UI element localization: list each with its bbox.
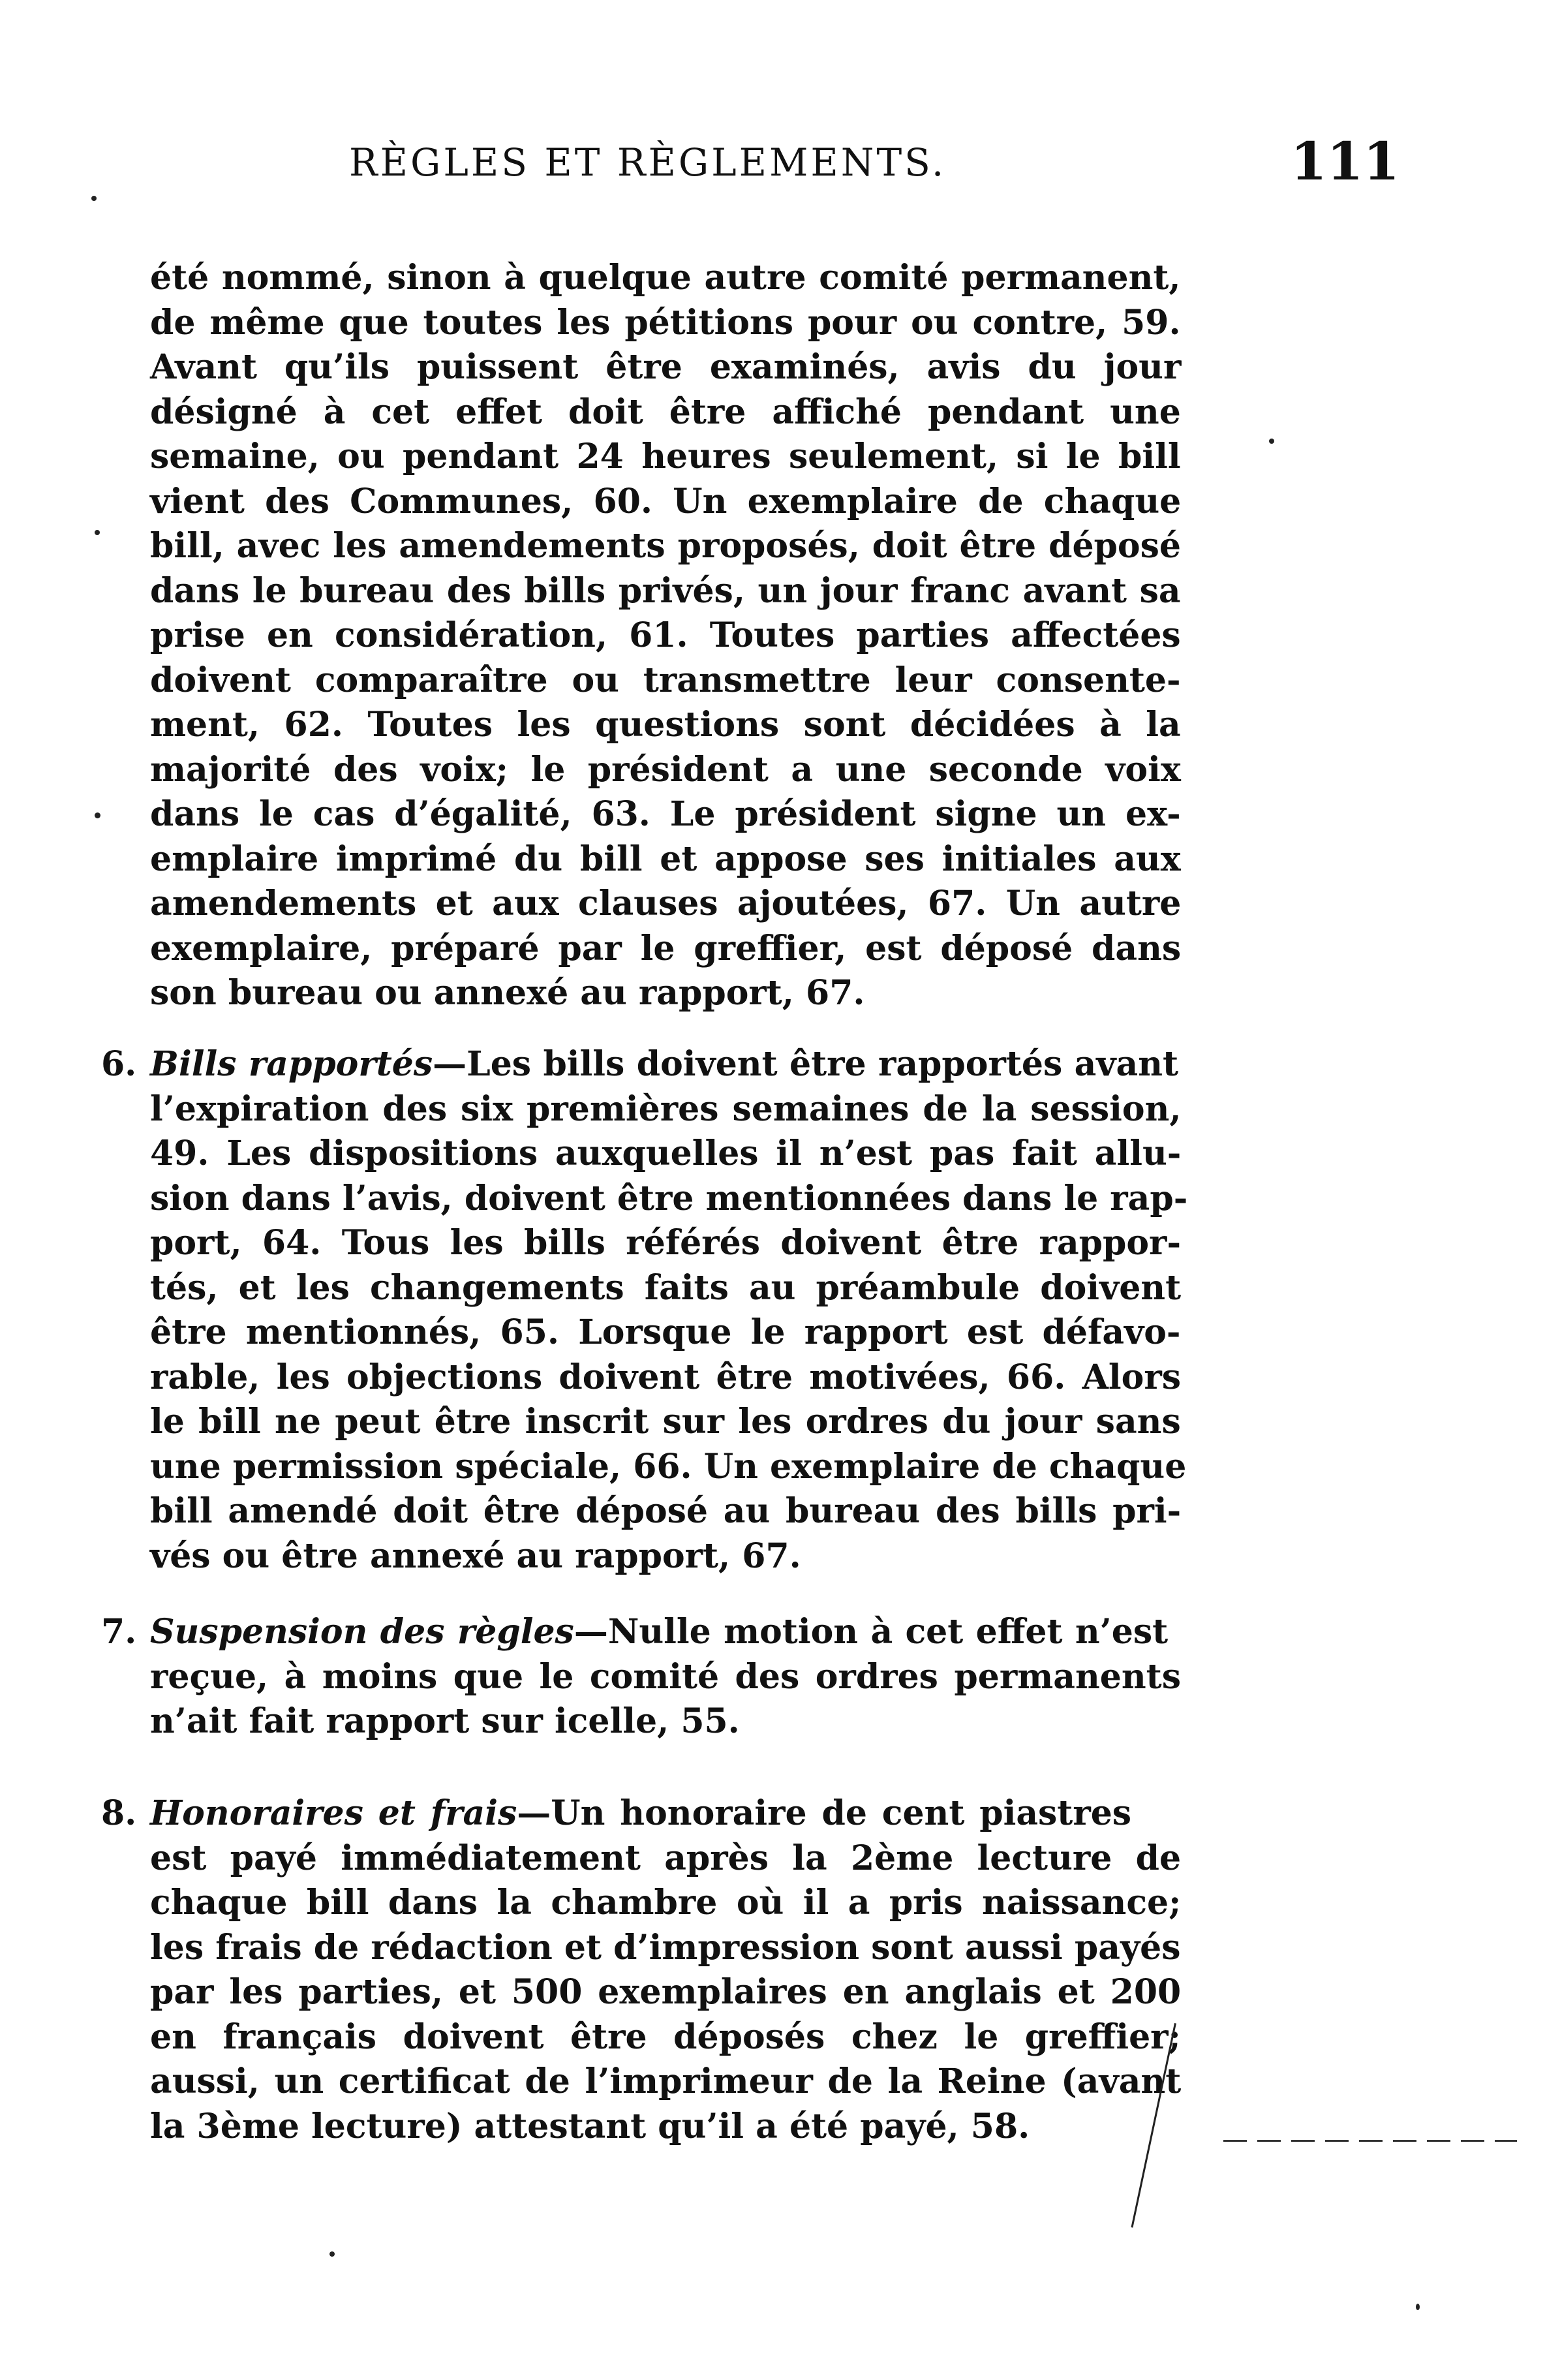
text-line: —Un honoraire de cent piastres [517, 1793, 1132, 1833]
section-heading: Suspension des règles [150, 1612, 574, 1652]
ink-speck [91, 196, 97, 201]
section-heading: Honoraires et frais [150, 1793, 517, 1833]
text-line: vés ou être annexé au rapport, 67. [150, 1536, 801, 1576]
text-line: amendements et aux clauses ajoutées, 67. Un autre [150, 884, 1182, 923]
text-line: de même que toutes les pétitions pour ou contre, 59. [150, 302, 1181, 343]
text-line: Avant qu’ils puissent être examinés, avis du jour [150, 347, 1182, 387]
section-heading: Bills rapportés [150, 1044, 433, 1084]
section-first-line [101, 1042, 1181, 1087]
text-line: ment, 62. Toutes les questions sont décidées à la [150, 705, 1181, 745]
text-line: doivent comparaître ou transmettre leur consente- [150, 660, 1181, 700]
ink-speck [329, 2251, 335, 2257]
text-line: la 3ème lecture) attestant qu’il a été payé, 58. [150, 2106, 1030, 2146]
ink-speck [1269, 439, 1274, 444]
section-first-line [101, 1791, 1181, 1836]
text-line: été nommé, sinon à quelque autre comité permanent, [150, 258, 1181, 298]
text-line: bill amendé doit être déposé au bureau des bills pri- [150, 1491, 1182, 1531]
text-line: semaine, ou pendant 24 heures seulement, si le bill [150, 437, 1181, 476]
text-line: tés, et les changements faits au préambule doivent [150, 1267, 1182, 1308]
text-line: 49. Les dispositions auxquelles il n’est pas fait allu- [150, 1134, 1182, 1173]
section-honoraires-et-frais [101, 1791, 1182, 2149]
section-bills-rapportes [101, 1042, 1188, 1579]
text-line: vient des Communes, 60. Un exemplaire de chaque [150, 481, 1182, 521]
ink-speck [95, 812, 100, 818]
section-number: 8. [101, 1793, 137, 1833]
text-line: son bureau ou annexé au rapport, 67. [150, 973, 865, 1013]
text-line: reçue, à moins que le comité des ordres permanents [150, 1656, 1181, 1697]
text-line: rable, les objections doivent être motivées, 66. Alors [150, 1357, 1182, 1397]
text-line: est payé immédiatement après la 2ème lecture de [150, 1838, 1182, 1878]
running-title: RÈGLES ET RÈGLEMENTS. [349, 140, 947, 185]
text-line: —Nulle motion à cet effet n’est [574, 1612, 1169, 1652]
page-number: 111 [1291, 131, 1400, 192]
text-line: majorité des voix; le président a une seconde voix [150, 749, 1181, 790]
dashed-margin-rule [1223, 2140, 1517, 2142]
text-line: port, 64. Tous les bills référés doivent être rappor- [150, 1223, 1182, 1263]
text-line: les frais de rédaction et d’impression sont aussi payés [150, 1927, 1181, 1968]
text-line: prise en considération, 61. Toutes parties affectées [150, 615, 1181, 655]
section-first-line [101, 1610, 1181, 1655]
text-line: exemplaire, préparé par le greffier, est déposé dans [150, 928, 1182, 968]
section-suspension-des-regles [101, 1610, 1181, 1744]
text-line: chaque bill dans la chambre où il a pris naissance; [150, 1883, 1182, 1923]
text-line: être mentionnés, 65. Lorsque le rapport est défavo- [150, 1312, 1181, 1352]
text-line: par les parties, et 500 exemplaires en anglais et 200 [150, 1972, 1182, 2012]
text-line: bill, avec les amendements proposés, doit être déposé [150, 526, 1181, 566]
text-line: aussi, un certificat de l’imprimeur de la Reine (avant [150, 2062, 1182, 2101]
text-line: —Les bills doivent être rapportés avant [433, 1044, 1179, 1084]
text-line: dans le bureau des bills privés, un jour franc avant sa [150, 570, 1181, 611]
section-number: 6. [101, 1044, 137, 1084]
text-line: en français doivent être déposés chez le greffier; [150, 2017, 1181, 2057]
paragraph-continuation [150, 256, 1181, 1016]
text-line: le bill ne peut être inscrit sur les ordres du jour sans [150, 1402, 1181, 1442]
text-line: n’ait fait rapport sur icelle, 55. [150, 1701, 740, 1741]
text-line: sion dans l’avis, doivent être mentionnées dans le rap- [150, 1178, 1188, 1218]
ink-speck [1416, 2304, 1420, 2310]
ink-speck [95, 530, 100, 535]
text-line: une permission spéciale, 66. Un exemplaire de chaque [150, 1446, 1187, 1487]
text-line: emplaire imprimé du bill et appose ses initiales aux [150, 839, 1181, 879]
text-line: dans le cas d’égalité, 63. Le président signe un ex- [150, 794, 1181, 834]
text-line: l’expiration des six premières semaines de la session, [150, 1089, 1182, 1129]
section-number: 7. [101, 1612, 137, 1652]
text-line: désigné à cet effet doit être affiché pendant une [150, 392, 1181, 432]
